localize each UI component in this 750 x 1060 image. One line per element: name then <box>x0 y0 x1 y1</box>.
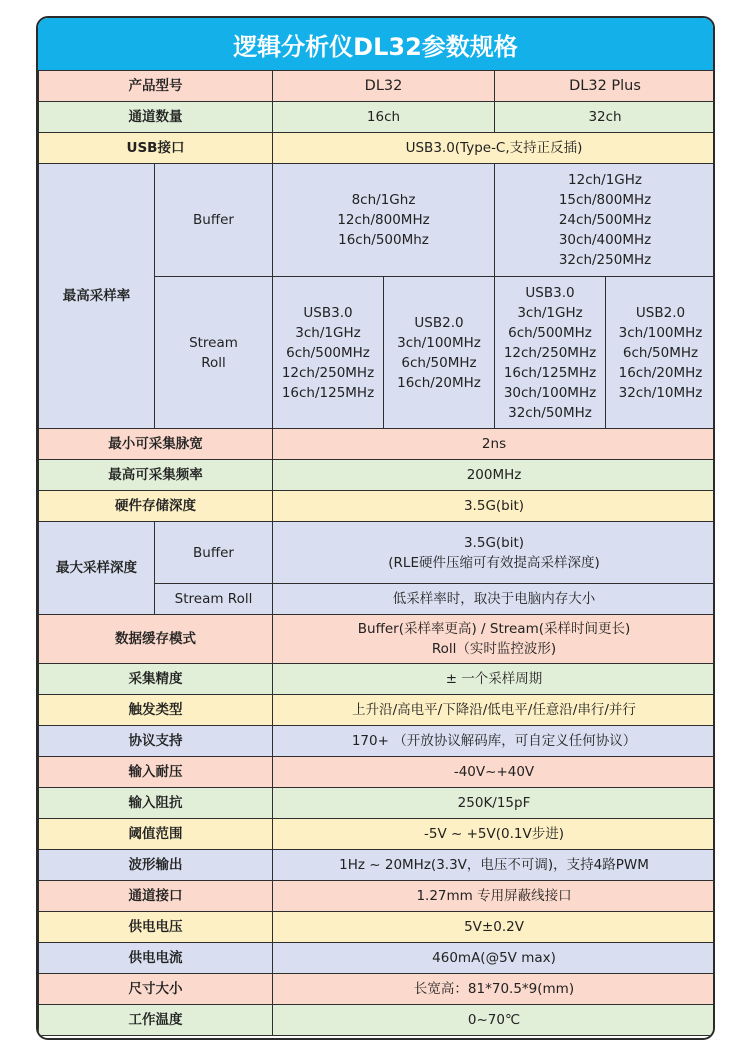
row-supply-voltage <box>39 912 716 943</box>
cell-value: 460mA(@5V max) <box>273 943 716 974</box>
cell-line: 3ch/1GHz <box>295 324 361 341</box>
row-impedance <box>39 788 716 819</box>
cell-line: USB2.0 <box>635 304 686 321</box>
cell-line: 6ch/500MHz <box>286 344 370 361</box>
row-label: 产品型号 <box>39 71 273 102</box>
cell-line: USB2.0 <box>414 314 464 331</box>
row-model <box>39 71 716 102</box>
spec-card <box>36 16 715 1040</box>
row-label: 输入耐压 <box>39 757 273 788</box>
col-dl32: DL32 <box>273 71 495 102</box>
row-max-depth-buffer <box>39 522 716 584</box>
cell-value: USB3.0(Type-C,支持正反插) <box>273 133 716 164</box>
row-supply-current <box>39 943 716 974</box>
cell-line: 32ch/250MHz <box>558 252 652 268</box>
row-waveform <box>39 850 716 881</box>
cell-line: 16ch/20MHz <box>397 374 481 391</box>
cell-multiline <box>273 615 716 664</box>
row-label: 供电电压 <box>39 912 273 943</box>
cell-line: 32ch/10MHz <box>618 384 703 401</box>
col-dl32-plus: DL32 Plus <box>495 71 715 102</box>
row-size <box>39 974 716 1005</box>
cell-value: -40V~+40V <box>273 757 716 788</box>
row-temperature <box>39 1005 716 1036</box>
cell-line: 16ch/500Mhz <box>338 232 429 248</box>
row-label: 最大采样深度 <box>39 522 155 615</box>
cell-line: Stream <box>189 334 238 351</box>
cell-line: 3.5G(bit) <box>463 534 525 551</box>
row-label: 最小可采集脉宽 <box>39 429 273 460</box>
row-cache-mode <box>39 615 716 664</box>
cell-line: (RLE硬件压缩可有效提高采样深度) <box>388 554 600 571</box>
row-label: 波形输出 <box>39 850 273 881</box>
row-label: 触发类型 <box>39 695 273 726</box>
cell-multiline <box>273 522 716 584</box>
cell-line: 3ch/100MHz <box>397 334 481 351</box>
row-protocol <box>39 726 716 757</box>
cell-multiline <box>606 277 715 429</box>
cell-value: 170+ （开放协议解码库，可自定义任何协议） <box>273 726 716 757</box>
row-label: 最高采样率 <box>39 164 155 429</box>
cell-line: 12ch/250MHz <box>281 364 375 381</box>
row-max-rate-buffer <box>39 164 716 277</box>
row-label: 最高可采集频率 <box>39 460 273 491</box>
row-input-voltage <box>39 757 716 788</box>
cell-line: USB3.0 <box>525 284 575 301</box>
cell-value: 上升沿/高电平/下降沿/低电平/任意沿/串行/并行 <box>273 695 716 726</box>
cell-value: 5V±0.2V <box>273 912 716 943</box>
cell-multiline <box>384 277 495 429</box>
cell-value: ± 一个采样周期 <box>273 664 716 695</box>
cell-line: 3ch/1GHz <box>517 304 583 321</box>
cell-line: 3ch/100MHz <box>618 324 703 341</box>
cell-line: 30ch/100MHz <box>503 384 597 401</box>
cell-value: 250K/15pF <box>273 788 716 819</box>
cell-line: Roll（实时监控波形) <box>431 641 557 657</box>
row-label: 采集精度 <box>39 664 273 695</box>
cell-line: 6ch/50MHz <box>401 354 477 371</box>
cell-value: 32ch <box>495 102 715 133</box>
sub-label: Buffer <box>155 164 273 277</box>
cell-line: 32ch/50MHz <box>508 404 592 421</box>
cell-line: 8ch/1Ghz <box>351 192 416 208</box>
row-label: 通道接口 <box>39 881 273 912</box>
cell-line: 16ch/125MHz <box>503 364 597 381</box>
sub-label <box>155 277 273 429</box>
cell-line: Roll <box>201 354 226 371</box>
row-label: 阈值范围 <box>39 819 273 850</box>
row-usb <box>39 133 716 164</box>
cell-value: 3.5G(bit) <box>273 491 716 522</box>
cell-line: 6ch/50MHz <box>622 344 699 361</box>
cell-value: 长宽高：81*70.5*9(mm) <box>273 974 716 1005</box>
row-min-pulse <box>39 429 716 460</box>
cell-line: 12ch/800MHz <box>337 212 430 228</box>
cell-line: USB3.0 <box>303 304 353 321</box>
cell-value: 1.27mm 专用屏蔽线接口 <box>273 881 716 912</box>
cell-value: 16ch <box>273 102 495 133</box>
cell-line: 24ch/500MHz <box>558 212 652 228</box>
row-label: 协议支持 <box>39 726 273 757</box>
cell-value: 2ns <box>273 429 716 460</box>
cell-value: 200MHz <box>273 460 716 491</box>
cell-multiline <box>273 277 384 429</box>
row-label: 数据缓存模式 <box>39 615 273 664</box>
row-label: USB接口 <box>39 133 273 164</box>
spec-table <box>38 70 715 1036</box>
cell-line: 30ch/400MHz <box>558 232 652 248</box>
row-precision <box>39 664 716 695</box>
cell-line: 6ch/500MHz <box>508 324 592 341</box>
row-trigger <box>39 695 716 726</box>
cell-multiline <box>273 164 495 277</box>
row-hw-depth <box>39 491 716 522</box>
row-label: 硬件存储深度 <box>39 491 273 522</box>
row-label: 尺寸大小 <box>39 974 273 1005</box>
cell-multiline <box>495 277 606 429</box>
cell-line: 16ch/125MHz <box>281 384 375 401</box>
row-label: 工作温度 <box>39 1005 273 1036</box>
row-channels <box>39 102 716 133</box>
cell-value: 低采样率时，取决于电脑内存大小 <box>273 584 716 615</box>
sub-label: Stream Roll <box>155 584 273 615</box>
cell-line: 12ch/250MHz <box>503 344 597 361</box>
cell-line: Buffer(采样率更高) / Stream(采样时间更长) <box>357 621 631 637</box>
cell-line: 12ch/1GHz <box>568 172 643 188</box>
page-title: 逻辑分析仪DL32参数规格 <box>38 18 713 70</box>
row-channel-port <box>39 881 716 912</box>
cell-value: 0~70℃ <box>273 1005 716 1036</box>
row-label: 供电电流 <box>39 943 273 974</box>
cell-line: 16ch/20MHz <box>618 364 703 381</box>
cell-value: -5V ~ +5V(0.1V步进) <box>273 819 716 850</box>
cell-value: 1Hz ~ 20MHz(3.3V，电压不可调)，支持4路PWM <box>273 850 716 881</box>
row-label: 通道数量 <box>39 102 273 133</box>
row-threshold <box>39 819 716 850</box>
sub-label: Buffer <box>155 522 273 584</box>
cell-line: 15ch/800MHz <box>558 192 652 208</box>
row-label: 输入阻抗 <box>39 788 273 819</box>
cell-multiline <box>495 164 715 277</box>
row-max-freq <box>39 460 716 491</box>
